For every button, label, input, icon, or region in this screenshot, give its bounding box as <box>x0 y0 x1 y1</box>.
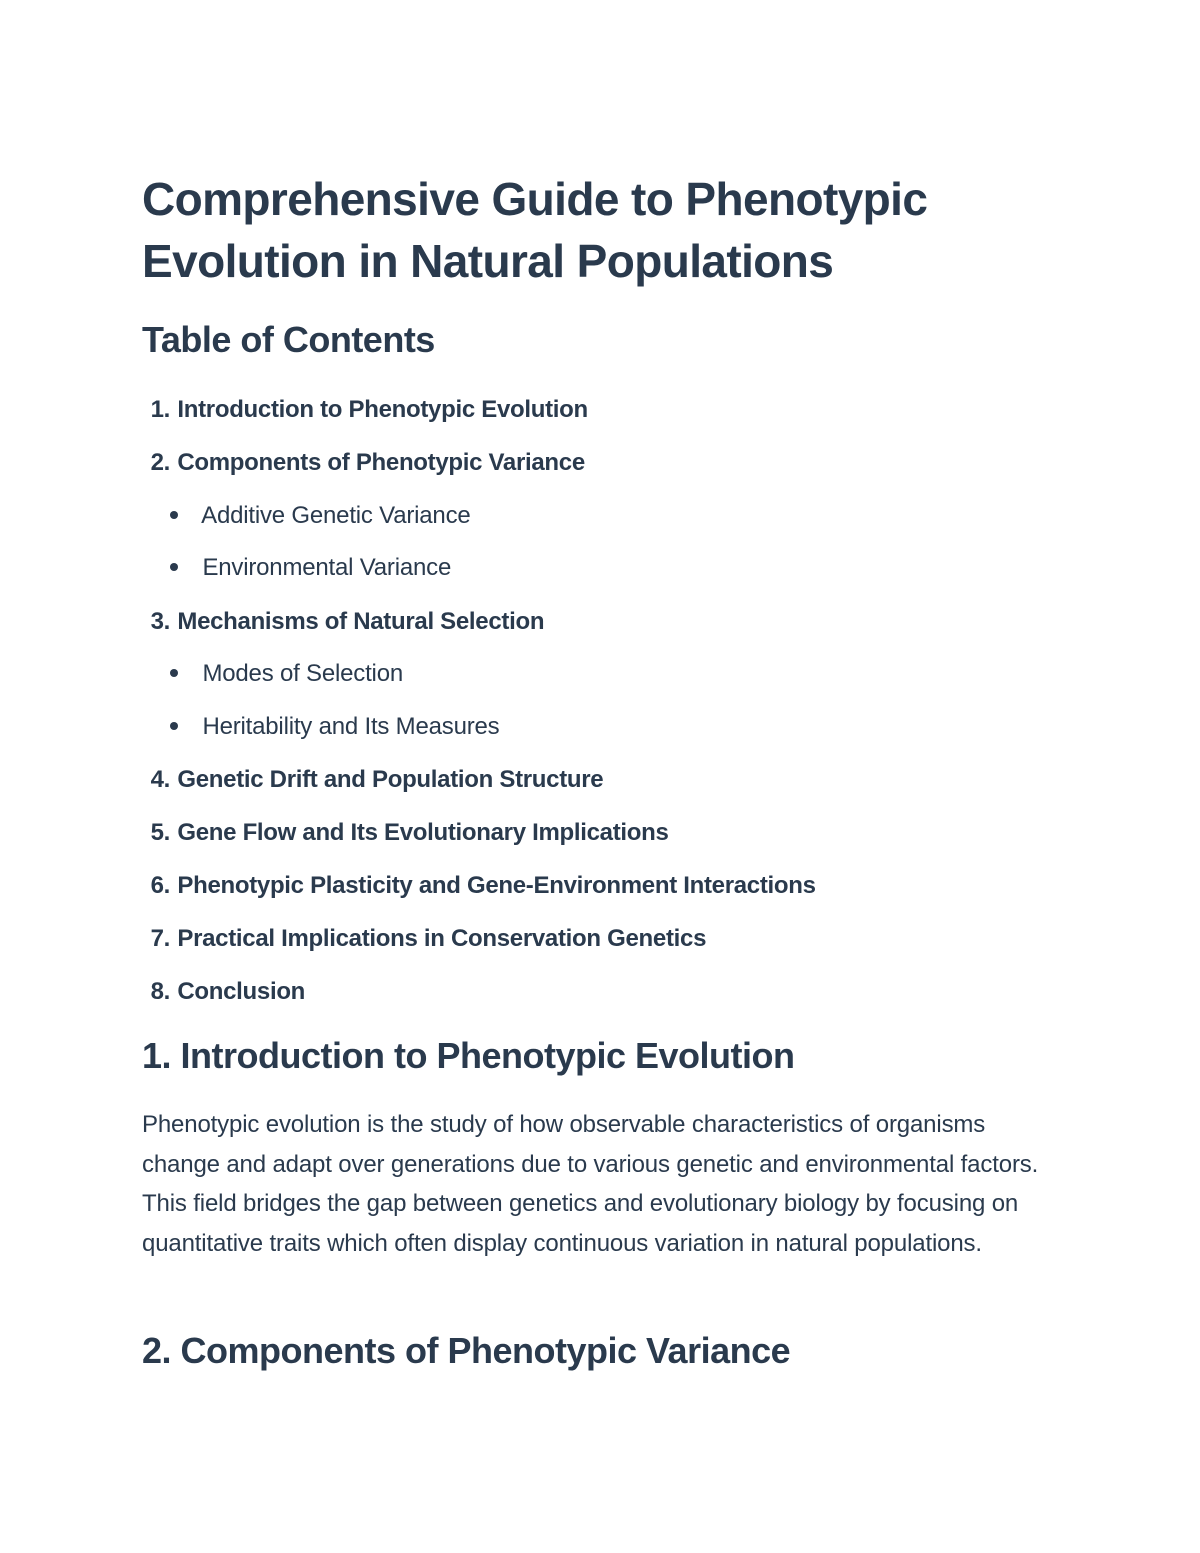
section-paragraph: Phenotypic evolution is the study of how observable characteristics of organisms change and adapt over generations due to various genetic and environmental factors. This field bridges the gap between genetics and evolutionary biology by focusing on quantitative traits which often display continuous variation in natural populations. <box>142 1111 1039 1257</box>
toc-subitem[interactable] <box>170 712 499 742</box>
toc-item-label: Introduction to Phenotypic Evolution <box>177 396 588 423</box>
bullet-icon <box>170 511 178 519</box>
toc-item-label: Components of Phenotypic Variance <box>177 449 585 476</box>
toc-subitem-label: Environmental Variance <box>202 554 452 581</box>
toc-item-label: Conclusion <box>177 978 306 1005</box>
toc-item-8[interactable] <box>142 977 305 1007</box>
toc-item-number: 1. <box>150 396 170 423</box>
toc-item-1[interactable] <box>142 395 588 425</box>
section-heading: 2. Components of Phenotypic Variance <box>142 1330 791 1371</box>
toc-subitem[interactable] <box>170 553 451 583</box>
toc-item-number: 7. <box>150 925 170 952</box>
toc-item-number: 4. <box>150 766 170 793</box>
toc-subitem[interactable] <box>170 659 403 689</box>
toc-item-number: 8. <box>150 978 170 1005</box>
toc-item-label: Genetic Drift and Population Structure <box>177 766 604 793</box>
toc-item-2[interactable] <box>142 448 585 478</box>
toc-item-7[interactable] <box>142 924 706 954</box>
toc-subitem-label: Heritability and Its Measures <box>202 713 500 740</box>
toc-item-6[interactable] <box>142 871 816 901</box>
toc-item-4[interactable] <box>142 765 603 795</box>
toc-item-number: 3. <box>150 608 170 635</box>
toc-item-number: 5. <box>150 819 170 846</box>
toc-subitem[interactable] <box>170 501 471 531</box>
document-title: Comprehensive Guide to Phenotypic Evolution in Natural Populations <box>142 173 928 287</box>
toc-item-5[interactable] <box>142 818 669 848</box>
document-page <box>142 168 1072 1371</box>
toc-item-label: Phenotypic Plasticity and Gene-Environment Interactions <box>177 872 816 899</box>
toc-subitem-label: Modes of Selection <box>202 660 403 687</box>
toc-subitem-label: Additive Genetic Variance <box>201 502 471 529</box>
toc-item-number: 6. <box>150 872 170 899</box>
toc-heading: Table of Contents <box>142 319 435 360</box>
toc-item-label: Gene Flow and Its Evolutionary Implications <box>177 819 669 846</box>
bullet-icon <box>170 563 178 571</box>
toc-item-3[interactable] <box>142 607 544 637</box>
toc-item-label: Practical Implications in Conservation Genetics <box>177 925 707 952</box>
toc-item-number: 2. <box>150 449 170 476</box>
toc-item-label: Mechanisms of Natural Selection <box>177 608 545 635</box>
section-heading: 1. Introduction to Phenotypic Evolution <box>142 1035 795 1076</box>
bullet-icon <box>170 669 178 677</box>
bullet-icon <box>170 722 178 730</box>
